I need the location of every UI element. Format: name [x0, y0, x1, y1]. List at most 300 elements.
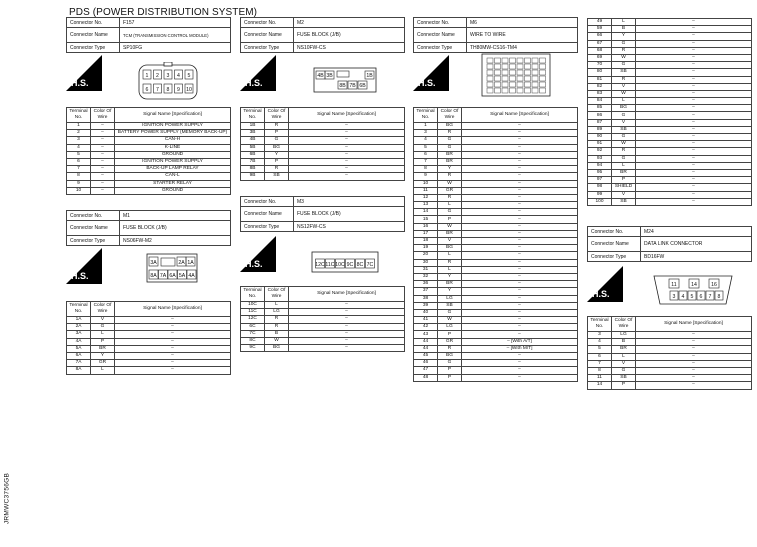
terminal-cell: 81	[588, 76, 612, 83]
wire-color-cell: BR	[612, 346, 636, 353]
wire-color-cell: R	[438, 173, 462, 180]
table-row	[414, 187, 578, 194]
m6-connector-face	[480, 52, 552, 103]
pin-cell	[532, 58, 538, 63]
terminal-cell: 5B	[241, 144, 265, 151]
pin-cell	[487, 58, 493, 63]
signal-name-cell: –	[462, 324, 578, 331]
signal-name-cell: –	[289, 173, 405, 180]
wire-color-cell: BR	[612, 169, 636, 176]
signal-name-cell: –	[115, 345, 231, 352]
pin-cell	[517, 88, 523, 93]
wire-color-cell: G	[438, 209, 462, 216]
wire-color-cell: Y	[438, 166, 462, 173]
signal-name-cell: –	[636, 119, 752, 126]
signal-name-cell: –	[289, 123, 405, 130]
table-row	[588, 33, 752, 40]
pin-cell	[517, 64, 523, 69]
pin-label: 6A	[169, 273, 176, 279]
terminal-cell: 16	[414, 223, 438, 230]
wire-color-cell: L	[438, 266, 462, 273]
terminal-cell: 87	[588, 119, 612, 126]
table-row	[414, 223, 578, 230]
table-row	[414, 353, 578, 360]
terminal-cell: 3B	[241, 130, 265, 137]
pin-cell	[525, 64, 531, 69]
terminal-cell: 12C	[241, 316, 265, 323]
signal-name-cell: –	[115, 360, 231, 367]
wire-color-cell: L	[612, 353, 636, 360]
wire-color-cell: G	[438, 137, 462, 144]
table-row	[588, 177, 752, 184]
connector-key	[164, 62, 172, 66]
wire-color-cell: –	[91, 144, 115, 151]
pin-label: 4	[177, 73, 180, 79]
table-row	[588, 360, 752, 367]
wire-color-cell: BG	[265, 345, 289, 352]
terminal-cell: 1	[67, 123, 91, 130]
wire-color-cell: L	[612, 98, 636, 105]
pin-cell	[502, 88, 508, 93]
pin-cell	[502, 70, 508, 75]
terminal-cell: 67	[588, 40, 612, 47]
wire-color-cell: V	[612, 191, 636, 198]
terminal-cell: 10	[414, 180, 438, 187]
terminal-cell: 94	[588, 162, 612, 169]
table-row	[588, 346, 752, 353]
wire-color-cell: B	[612, 339, 636, 346]
signal-name-cell: K-LINE	[115, 144, 231, 151]
table-row	[414, 345, 578, 352]
pin-label: 7A	[159, 273, 167, 279]
signal-name-cell: –	[636, 112, 752, 119]
signal-name-cell: –	[289, 166, 405, 173]
pin-label: 5A	[178, 273, 186, 279]
terminal-cell: 66	[588, 33, 612, 40]
wire-color-cell: W	[438, 317, 462, 324]
hs-logo-f157	[66, 55, 102, 96]
table-row	[588, 141, 752, 148]
pin-cell	[532, 88, 538, 93]
m6-header: Connector No. M6 Connector Name WIRE TO WIRE Connector Type TH80MW-CS16-TM4	[413, 17, 578, 53]
wire-color-cell: R	[438, 194, 462, 201]
pin-cell	[525, 70, 531, 75]
signal-name-cell: –	[115, 338, 231, 345]
signal-name-cell: BACK-UP LAMP RELAY	[115, 166, 231, 173]
svg-text:H.S.: H.S.	[418, 78, 436, 88]
terminal-cell: 4	[414, 137, 438, 144]
signal-name-cell: –	[636, 33, 752, 40]
terminal-cell: 6	[67, 158, 91, 165]
svg-text:H.S.: H.S.	[71, 271, 89, 281]
wire-color-cell: BG	[265, 144, 289, 151]
table-row	[414, 338, 578, 345]
wire-color-cell: BR	[438, 230, 462, 237]
table-row	[414, 259, 578, 266]
signal-name-cell: –	[462, 187, 578, 194]
wire-color-cell: BG	[438, 353, 462, 360]
pin-label: 1	[145, 73, 149, 79]
table-row	[414, 130, 578, 137]
pin-label: 9C	[346, 262, 354, 268]
pin-label: 1B	[366, 73, 373, 79]
pin-label: 4	[681, 294, 685, 300]
m24-connector-face	[650, 272, 736, 313]
signal-name-cell: –	[636, 76, 752, 83]
wire-color-cell: W	[612, 54, 636, 61]
pin-label: 8C	[356, 262, 364, 268]
table-row	[588, 69, 752, 76]
signal-name-cell: –	[636, 126, 752, 133]
signal-name-cell: –	[289, 330, 405, 337]
table-row	[414, 324, 578, 331]
terminal-cell: 42	[414, 324, 438, 331]
pin-cell	[502, 64, 508, 69]
wire-color-cell: R	[438, 259, 462, 266]
wire-color-cell: SB	[612, 198, 636, 205]
pin-cell	[487, 70, 493, 75]
table-row	[67, 158, 231, 165]
wire-color-cell: P	[438, 331, 462, 338]
terminal-cell: 86	[588, 112, 612, 119]
pin-cell	[540, 88, 546, 93]
pin-label: 2	[156, 73, 159, 79]
table-row	[67, 130, 231, 137]
m2-connector-face	[312, 66, 378, 101]
table-row	[588, 162, 752, 169]
wire-color-cell: G	[91, 324, 115, 331]
wire-color-cell: GR	[438, 338, 462, 345]
wire-color-cell: P	[612, 177, 636, 184]
terminal-cell: 69	[588, 54, 612, 61]
terminal-cell: 8	[67, 173, 91, 180]
wire-color-cell: V	[612, 83, 636, 90]
wire-color-cell: –	[91, 187, 115, 194]
wire-color-cell: Y	[91, 352, 115, 359]
signal-name-cell: IGNITION POWER SUPPLY	[115, 123, 231, 130]
pin-cell	[540, 58, 546, 63]
pin-cell	[502, 58, 508, 63]
table-row	[414, 209, 578, 216]
signal-name-cell: CAN-H	[115, 137, 231, 144]
wire-color-cell: LG	[438, 295, 462, 302]
table-row	[67, 324, 231, 331]
signal-name-cell: –	[462, 216, 578, 223]
hs-logo-m6	[413, 55, 449, 96]
signal-name-cell: –	[636, 69, 752, 76]
wire-color-cell: G	[438, 309, 462, 316]
signal-name-cell: –	[115, 324, 231, 331]
table-row	[414, 194, 578, 201]
wire-color-cell: Y	[612, 33, 636, 40]
table-row	[67, 367, 231, 374]
signal-name-cell: –	[636, 382, 752, 389]
signal-name-cell: – [With M/T]	[462, 345, 578, 352]
wire-color-cell: W	[438, 180, 462, 187]
table-row	[414, 288, 578, 295]
table-row	[588, 382, 752, 389]
terminal-cell: 59	[588, 26, 612, 33]
terminal-cell: 7A	[67, 360, 91, 367]
table-row	[241, 137, 405, 144]
table-row	[241, 330, 405, 337]
table-row	[414, 180, 578, 187]
signal-name-cell: –	[636, 19, 752, 26]
terminal-cell: 7	[588, 360, 612, 367]
signal-name-cell: –	[289, 130, 405, 137]
signal-name-cell: –	[636, 148, 752, 155]
terminal-cell: 3	[414, 130, 438, 137]
terminal-cell: 8	[414, 166, 438, 173]
pin-label: 2A	[178, 260, 185, 266]
pin-cell	[495, 76, 501, 81]
wire-color-cell: Y	[438, 288, 462, 295]
pin-label: 4B	[317, 73, 324, 79]
terminal-cell: 80	[588, 69, 612, 76]
wire-color-cell: –	[91, 180, 115, 187]
terminal-cell: 43	[414, 331, 438, 338]
terminal-cell: 3	[588, 332, 612, 339]
table-row	[588, 54, 752, 61]
signal-name-cell: –	[462, 360, 578, 367]
terminal-cell: 10	[67, 187, 91, 194]
pin-label: 7	[156, 87, 159, 93]
svg-text:H.S.: H.S.	[71, 78, 89, 88]
pin-label: 7C	[366, 262, 374, 268]
terminal-cell: 82	[588, 83, 612, 90]
connector-key	[337, 71, 349, 77]
wire-color-cell: BG	[438, 245, 462, 252]
table-row	[241, 309, 405, 316]
m6-signal-table-continued	[587, 18, 752, 206]
wire-color-cell: P	[265, 130, 289, 137]
signal-name-cell: –	[462, 238, 578, 245]
pin-cell	[510, 82, 516, 87]
wire-color-cell: R	[612, 148, 636, 155]
svg-text:H.S.: H.S.	[592, 289, 610, 299]
signal-name-cell: –	[636, 141, 752, 148]
wire-color-cell: V	[612, 360, 636, 367]
terminal-cell: 6C	[241, 323, 265, 330]
terminal-cell: 68	[588, 47, 612, 54]
pin-cell	[517, 70, 523, 75]
table-row	[67, 144, 231, 151]
pin-cell	[532, 70, 538, 75]
m3-connector-face	[310, 250, 380, 279]
table-row	[588, 375, 752, 382]
table-row	[67, 187, 231, 194]
signal-name-cell: –	[462, 202, 578, 209]
terminal-cell: 14	[588, 382, 612, 389]
table-row	[414, 151, 578, 158]
terminal-cell: 8B	[241, 166, 265, 173]
wire-color-cell: BR	[438, 151, 462, 158]
signal-name-cell: –	[462, 252, 578, 259]
signal-name-cell: –	[636, 332, 752, 339]
table-row	[67, 345, 231, 352]
table-row	[414, 166, 578, 173]
table-row	[414, 295, 578, 302]
signal-name-cell: –	[462, 130, 578, 137]
signal-name-cell: –	[636, 47, 752, 54]
terminal-cell: 90	[588, 134, 612, 141]
terminal-cell: 6A	[67, 352, 91, 359]
terminal-cell: 45	[414, 353, 438, 360]
terminal-cell: 31	[414, 266, 438, 273]
wire-color-cell: L	[265, 302, 289, 309]
signal-name-cell: –	[462, 353, 578, 360]
terminal-cell: 99	[588, 191, 612, 198]
pin-cell	[517, 58, 523, 63]
pin-cell	[517, 76, 523, 81]
table-row	[588, 134, 752, 141]
wire-color-cell: L	[438, 252, 462, 259]
wire-color-cell: –	[91, 130, 115, 137]
wire-color-cell: R	[265, 166, 289, 173]
table-row	[588, 148, 752, 155]
signal-name-cell: –	[636, 90, 752, 97]
pin-cell	[540, 70, 546, 75]
pin-label: 3	[166, 73, 170, 79]
table-row	[414, 367, 578, 374]
pin-label: 16	[711, 282, 717, 288]
wire-color-cell: B	[612, 26, 636, 33]
wire-color-cell: LG	[265, 309, 289, 316]
terminal-cell: 39	[414, 302, 438, 309]
signal-name-cell: BATTERY POWER SUPPLY (MEMORY BACK-UP)	[115, 130, 231, 137]
terminal-cell: 44	[414, 338, 438, 345]
terminal-cell: 19	[414, 245, 438, 252]
signal-name-cell: –	[462, 273, 578, 280]
hs-logo-m24	[587, 266, 623, 307]
table-row	[241, 144, 405, 151]
wire-color-cell: R	[438, 345, 462, 352]
wire-color-cell: R	[438, 130, 462, 137]
pin-cell	[532, 64, 538, 69]
f157-signal-table: Terminal No. Color Of Wire Signal Name [Specification] 1 – IGNITION POWER SUPPLY 2 – BATTERY POWER SUPPLY (MEMORY BACK-UP) 3 – CAN-H 4 – K-LINE 5 – GROUND 6 – IGNITION POWER SUPPLY 7 – BACK-UP LAMP RELAY 8 – CAN-L 9 – STARTER RELAY 10 – GROUND	[66, 107, 231, 195]
pin-label: 11	[671, 282, 677, 288]
wire-color-cell: –	[91, 158, 115, 165]
signal-name-cell: –	[636, 184, 752, 191]
pin-label: 8B	[339, 83, 346, 89]
table-row	[414, 317, 578, 324]
signal-name-cell: –	[636, 105, 752, 112]
pin-cell	[510, 70, 516, 75]
table-row	[414, 158, 578, 165]
pin-cell	[495, 82, 501, 87]
wire-color-cell: W	[612, 90, 636, 97]
signal-name-cell: –	[462, 123, 578, 130]
table-row	[414, 309, 578, 316]
signal-name-cell: –	[636, 134, 752, 141]
pin-label: 8A	[150, 273, 157, 279]
table-row	[241, 323, 405, 330]
wire-color-cell: P	[612, 382, 636, 389]
table-row	[67, 352, 231, 359]
signal-name-cell: –	[636, 54, 752, 61]
table-row	[414, 230, 578, 237]
table-row	[414, 137, 578, 144]
signal-name-cell: –	[636, 62, 752, 69]
signal-name-cell: –	[289, 309, 405, 316]
hs-logo-m2	[240, 55, 276, 96]
table-row	[67, 180, 231, 187]
signal-name-cell: –	[462, 158, 578, 165]
table-row	[588, 62, 752, 69]
terminal-cell: 38	[414, 295, 438, 302]
wire-color-cell: –	[91, 137, 115, 144]
terminal-cell: 46	[414, 360, 438, 367]
pin-cell	[502, 82, 508, 87]
terminal-cell: 40	[414, 309, 438, 316]
table-row	[588, 40, 752, 47]
wire-color-cell: SHIELD	[612, 184, 636, 191]
pin-label: 8	[717, 294, 721, 300]
pin-cell	[495, 70, 501, 75]
signal-name-cell: –	[636, 375, 752, 382]
table-row	[588, 112, 752, 119]
wire-color-cell: Y	[438, 273, 462, 280]
terminal-cell: 4A	[67, 338, 91, 345]
table-row	[414, 202, 578, 209]
table-row	[588, 184, 752, 191]
pin-label: 1A	[187, 260, 194, 266]
hs-logo-m1	[66, 248, 102, 289]
signal-name-cell: –	[289, 316, 405, 323]
signal-name-cell: –	[462, 302, 578, 309]
signal-name-cell: –	[636, 191, 752, 198]
terminal-cell: 5	[414, 144, 438, 151]
terminal-cell: 91	[588, 141, 612, 148]
pin-label: 6B	[359, 83, 366, 89]
table-row	[588, 126, 752, 133]
table-row	[588, 367, 752, 374]
wire-color-cell: G	[612, 367, 636, 374]
wire-color-cell: –	[91, 173, 115, 180]
pin-label: 3B	[326, 73, 333, 79]
terminal-cell: 2A	[67, 324, 91, 331]
signal-name-cell: GROUND	[115, 187, 231, 194]
wire-color-cell: B	[265, 330, 289, 337]
table-row	[414, 123, 578, 130]
signal-name-cell: –	[115, 331, 231, 338]
table-row	[414, 252, 578, 259]
wire-color-cell: V	[612, 119, 636, 126]
pin-cell	[525, 58, 531, 63]
signal-name-cell: –	[462, 151, 578, 158]
terminal-cell: 9	[67, 180, 91, 187]
svg-text:H.S.: H.S.	[245, 259, 263, 269]
wire-color-cell: R	[612, 76, 636, 83]
terminal-cell: 83	[588, 90, 612, 97]
m1-signal-table: Terminal No. Color Of Wire Signal Name [Specification] 1A V – 2A G – 3A L – 4A P – 5A BR – 6A Y – 7A GR – 8A L –	[66, 301, 231, 375]
table-row	[414, 216, 578, 223]
table-row	[414, 281, 578, 288]
wire-color-cell: LG	[612, 332, 636, 339]
terminal-cell: 7	[414, 158, 438, 165]
pin-cell	[540, 76, 546, 81]
terminal-cell: 44	[414, 345, 438, 352]
pin-cell	[495, 64, 501, 69]
connector-key	[161, 258, 175, 266]
table-row	[241, 302, 405, 309]
terminal-cell: 48	[414, 374, 438, 381]
wire-color-cell: L	[91, 331, 115, 338]
signal-name-cell: –	[636, 353, 752, 360]
terminal-cell: 8C	[241, 337, 265, 344]
wire-color-cell: SB	[612, 375, 636, 382]
wire-color-cell: SB	[612, 69, 636, 76]
